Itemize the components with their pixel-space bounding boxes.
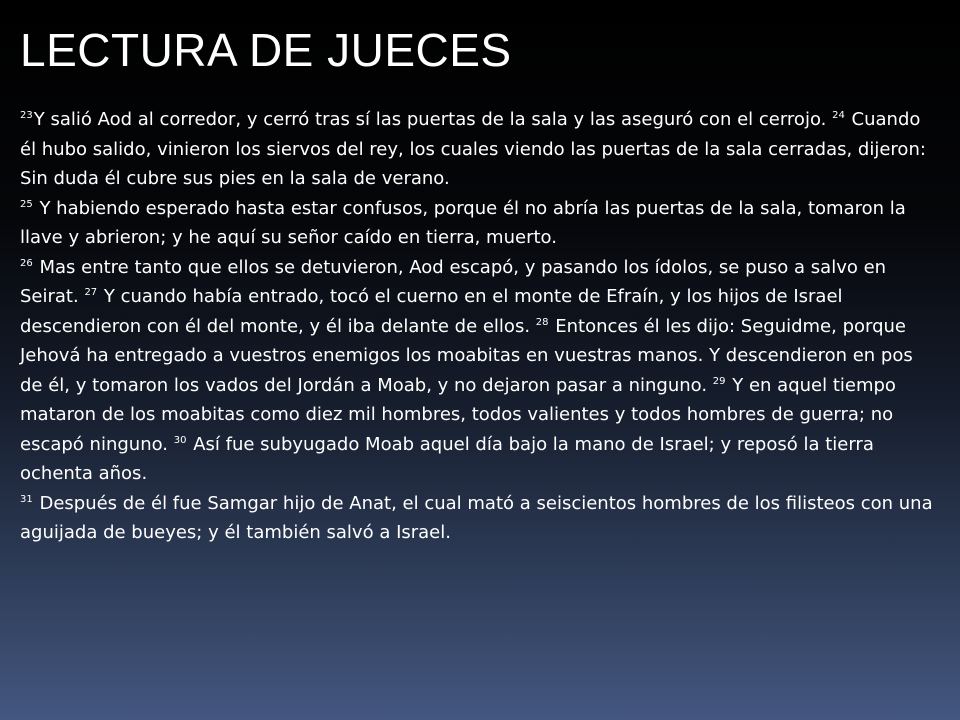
verse-number: 30 (173, 434, 187, 446)
verse-text: Y en aquel tiempo mataron de los moabitas como diez mil hombres, todos valientes y todos hombres de guerra; no escapó ninguno. (20, 374, 896, 455)
verse-paragraph (20, 105, 940, 194)
scripture-text (20, 105, 940, 548)
verse-text: Después de él fue Samgar hijo de Anat, el cual mató a seiscientos hombres de los filisteos con una aguijada de bueyes; y él también salvó a Israel. (20, 492, 933, 543)
verse-text: Mas entre tanto que ellos se detuvieron, Aod escapó, y pasando los ídolos, se puso a salvo en Seirat. (20, 256, 887, 307)
verse-paragraph (20, 194, 940, 253)
verse-paragraph (20, 253, 940, 489)
verse-number: 24 (832, 110, 845, 121)
verse-number: 28 (535, 316, 549, 328)
verse-number: 23 (20, 110, 33, 121)
verse-text: Y cuando había entrado, tocó el cuerno en el monte de Efraín, y los hijos de Israel descendieron con él del monte, y él iba delante de ellos. (20, 286, 843, 337)
verse-paragraph (20, 489, 940, 548)
slide-title: LECTURA DE JUECES (20, 24, 512, 76)
verse-text: Entonces él les dijo: Seguidme, porque Jehová ha entregado a vuestros enemigos los moabitas en vuestras manos. Y descendieron en pos de él, y tomaron los vados del Jordán a Moab, y no dejaron pasar a ninguno. (20, 315, 913, 396)
verse-text: Y salió Aod al corredor, y cerró tras sí las puertas de la sala y las aseguró con el cerrojo. (33, 109, 833, 130)
verse-text: Cuando él hubo salido, vinieron los siervos del rey, los cuales viendo las puertas de la sala cerradas, dijeron: Sin duda él cubre sus pies en la sala de verano. (20, 109, 926, 189)
verse-number: 29 (712, 375, 726, 387)
verse-text: Así fue subyugado Moab aquel día bajo la mano de Israel; y reposó la tierra ochenta años. (20, 433, 874, 484)
verse-number: 26 (20, 257, 33, 269)
verse-number: 31 (20, 493, 33, 505)
verse-number: 27 (84, 287, 98, 298)
verse-text: Y habiendo esperado hasta estar confusos, porque él no abría las puertas de la sala, tomaron la llave y abrieron; y he aquí su señor caído en tierra, muerto. (20, 197, 906, 248)
verse-number: 25 (20, 198, 33, 210)
